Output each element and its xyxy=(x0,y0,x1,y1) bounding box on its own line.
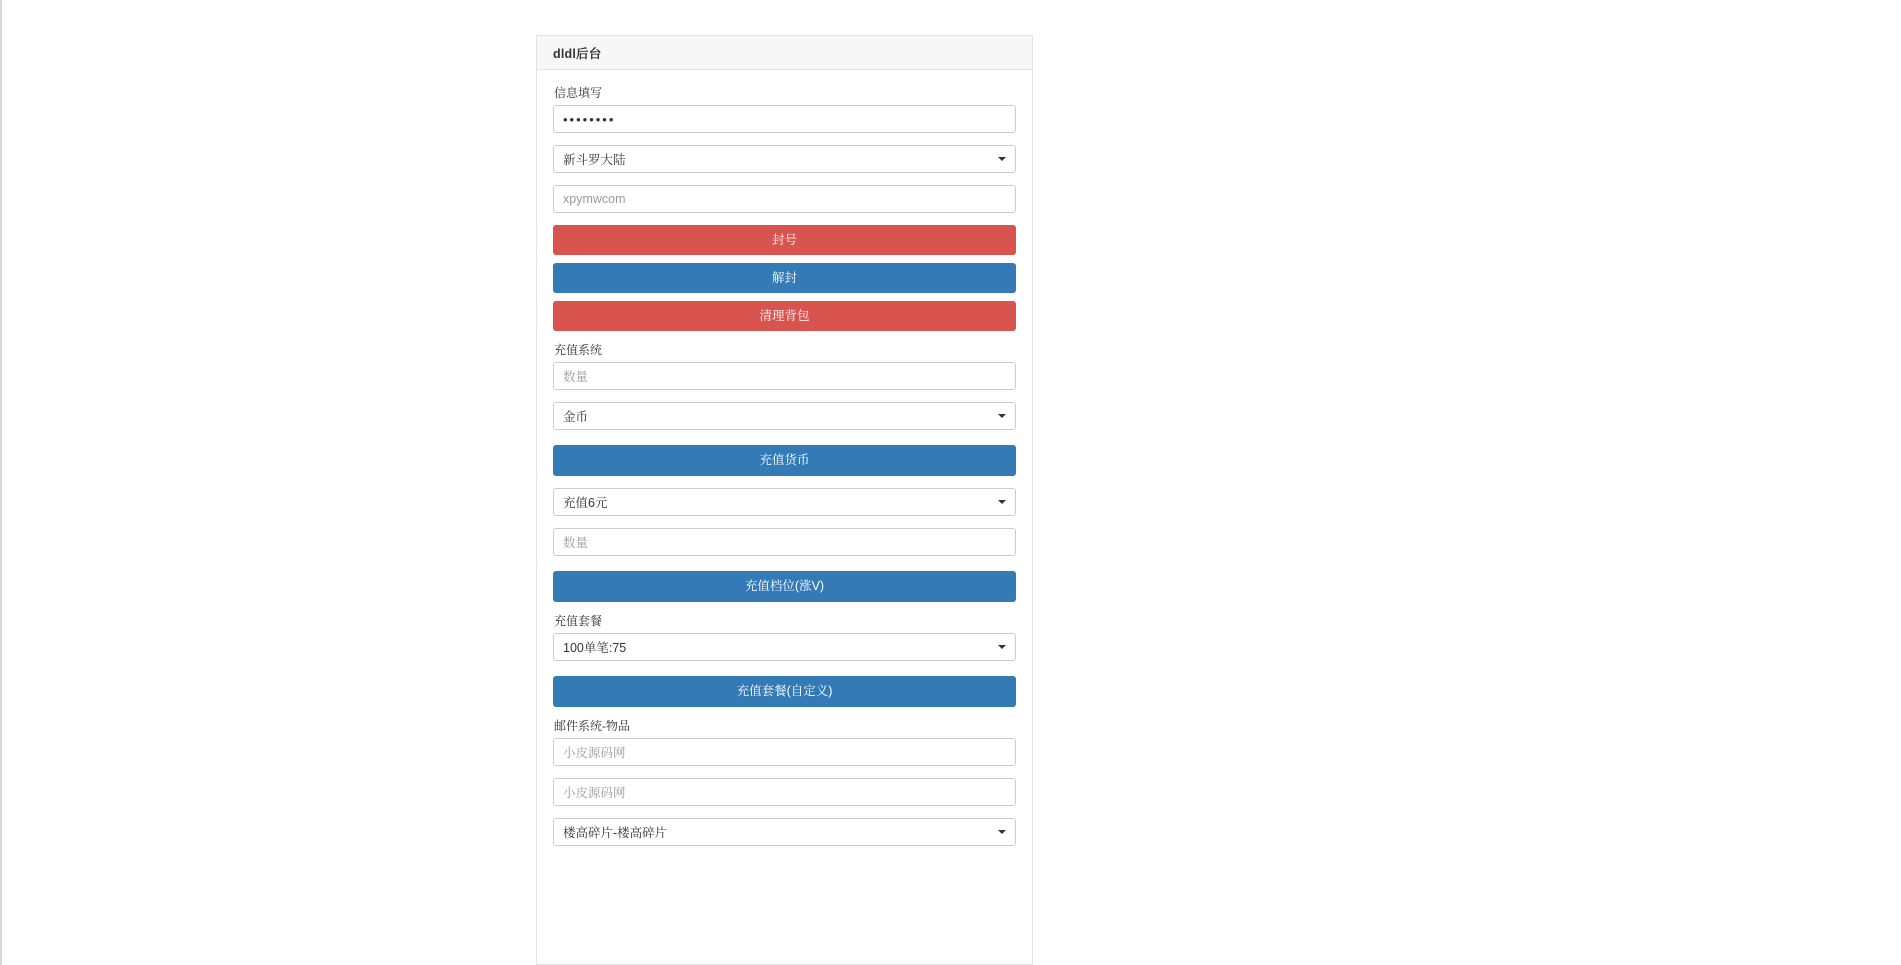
chevron-down-icon xyxy=(998,645,1006,649)
package-select[interactable] xyxy=(553,633,1016,661)
info-section-label: 信息填写 xyxy=(554,86,603,100)
ban-button[interactable]: 封号 xyxy=(553,225,1016,255)
mail-item-value: 楼高碎片-楼高碎片 xyxy=(563,826,668,840)
chevron-down-icon xyxy=(998,414,1006,418)
unban-button[interactable]: 解封 xyxy=(553,263,1016,293)
panel-body xyxy=(537,70,1032,846)
page-title: dldl后台 xyxy=(553,46,602,61)
server-select[interactable] xyxy=(553,145,1016,173)
recharge-tier-amount-input[interactable]: 数量 xyxy=(553,528,1016,556)
package-section-label: 充值套餐 xyxy=(554,614,603,628)
page-left-edge-rule xyxy=(0,0,2,965)
recharge-currency-button[interactable]: 充值货币 xyxy=(553,445,1016,476)
recharge-tier-select[interactable] xyxy=(553,488,1016,516)
recharge-section-label: 充值系统 xyxy=(554,343,603,357)
panel-header xyxy=(537,36,1032,70)
mail-title-input[interactable]: 小皮源码网 xyxy=(553,738,1016,766)
password-field[interactable]: •••••••• xyxy=(553,105,1016,133)
mail-item-select[interactable] xyxy=(553,818,1016,846)
clear-bag-button[interactable]: 清理背包 xyxy=(553,301,1016,331)
chevron-down-icon xyxy=(998,157,1006,161)
currency-select-value: 金币 xyxy=(563,410,589,424)
chevron-down-icon xyxy=(998,830,1006,834)
recharge-tier-value: 充值6元 xyxy=(563,496,608,510)
mail-content-input[interactable]: 小皮源码网 xyxy=(553,778,1016,806)
account-input[interactable]: xpymwcom xyxy=(553,185,1016,213)
recharge-tier-button[interactable]: 充值档位(涨V) xyxy=(553,571,1016,602)
server-select-value: 新斗罗大陆 xyxy=(563,153,626,167)
package-select-value: 100单笔:75 xyxy=(563,641,627,655)
mail-section-label: 邮件系统-物品 xyxy=(554,719,630,733)
admin-panel xyxy=(536,35,1033,965)
currency-select[interactable] xyxy=(553,402,1016,430)
package-button[interactable]: 充值套餐(自定义) xyxy=(553,676,1016,707)
chevron-down-icon xyxy=(998,500,1006,504)
recharge-amount-input[interactable]: 数量 xyxy=(553,362,1016,390)
